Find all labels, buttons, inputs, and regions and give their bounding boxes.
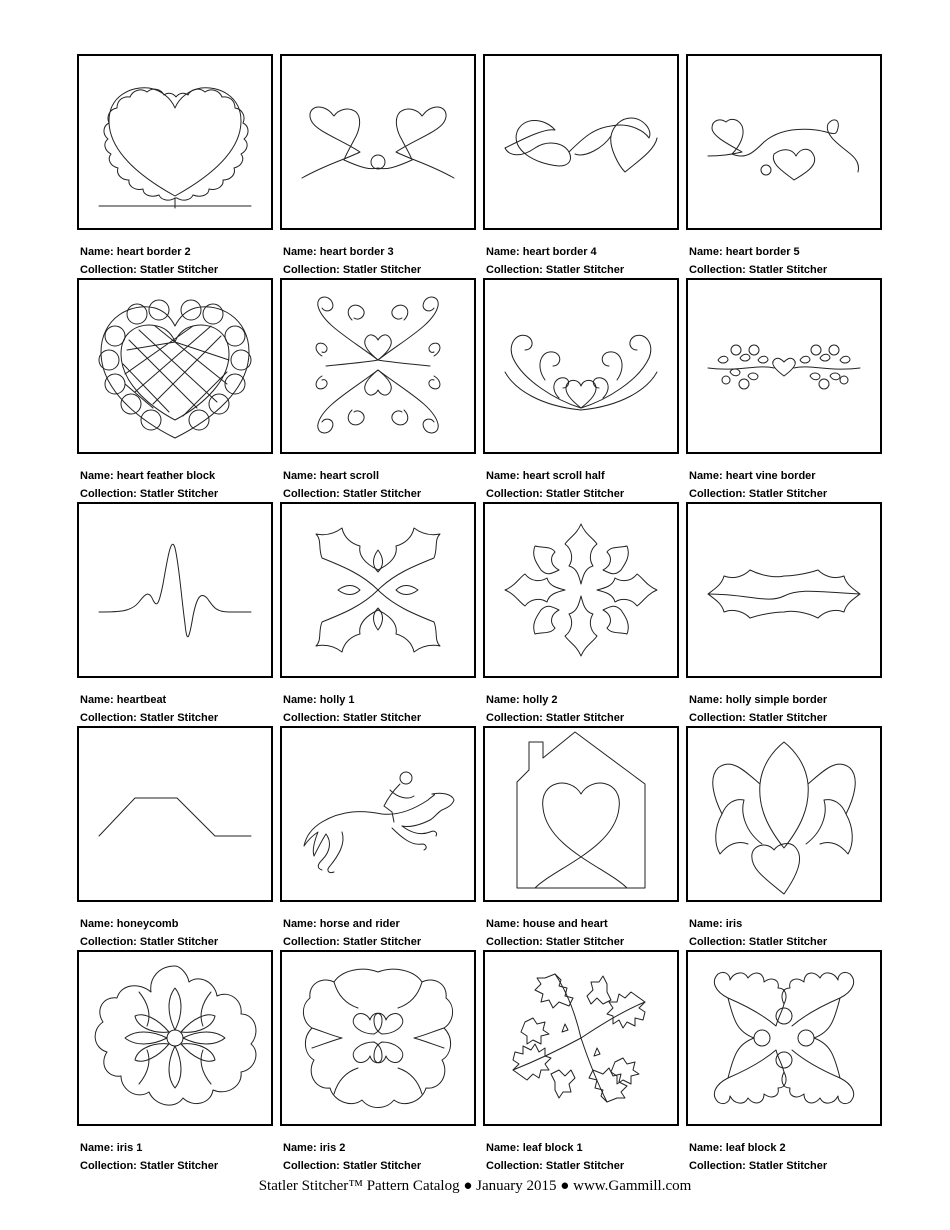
pattern-thumbnail[interactable] — [280, 278, 476, 454]
pattern-name: heart vine border — [725, 470, 816, 482]
pattern-thumbnail[interactable] — [483, 278, 679, 454]
pattern-thumbnail[interactable] — [77, 278, 273, 454]
pattern-card — [686, 502, 882, 726]
horse-and-rider-drawing — [282, 728, 474, 900]
pattern-caption: Name: heartbeat Collection: Statler Stitcher — [80, 694, 219, 724]
pattern-card — [77, 502, 273, 726]
pattern-row — [77, 278, 882, 502]
pattern-name: heartbeat — [116, 694, 167, 706]
pattern-collection: Statler Stitcher — [545, 263, 625, 276]
pattern-collection: Statler Stitcher — [748, 1159, 828, 1172]
leaf-block-1-drawing — [485, 952, 677, 1124]
pattern-name: horse and rider — [319, 918, 400, 930]
pattern-card — [483, 950, 679, 1174]
pattern-name: holly 1 — [319, 694, 355, 706]
pattern-card — [483, 278, 679, 502]
pattern-card — [280, 950, 476, 1174]
pattern-caption: Name: heart vine border Collection: Statler Stitcher — [689, 470, 828, 500]
heartbeat-drawing — [79, 504, 271, 676]
pattern-collection: Statler Stitcher — [139, 935, 219, 948]
pattern-row — [77, 54, 882, 278]
holly-simple-border-drawing — [688, 504, 880, 676]
pattern-thumbnail[interactable] — [483, 726, 679, 902]
pattern-collection: Statler Stitcher — [342, 711, 422, 724]
pattern-caption: Name: holly simple border Collection: Statler Stitcher — [689, 694, 828, 724]
heart-border-3-drawing — [282, 56, 474, 228]
honeycomb-drawing — [79, 728, 271, 900]
heart-border-4-drawing — [485, 56, 677, 228]
pattern-collection: Statler Stitcher — [545, 935, 625, 948]
pattern-row — [77, 726, 882, 950]
pattern-name: heart scroll — [319, 470, 380, 482]
pattern-name: leaf block 2 — [725, 1142, 786, 1154]
pattern-caption: Name: heart scroll half Collection: Statler Stitcher — [486, 470, 625, 500]
pattern-thumbnail[interactable] — [483, 54, 679, 230]
pattern-card — [280, 54, 476, 278]
pattern-collection: Statler Stitcher — [342, 1159, 422, 1172]
pattern-collection: Statler Stitcher — [748, 487, 828, 500]
pattern-collection: Statler Stitcher — [139, 487, 219, 500]
iris-drawing — [688, 728, 880, 900]
pattern-row — [77, 502, 882, 726]
pattern-caption: Name: heart border 3 Collection: Statler Stitcher — [283, 246, 422, 276]
pattern-grid — [77, 54, 882, 1184]
pattern-caption: Name: heart border 5 Collection: Statler Stitcher — [689, 246, 828, 276]
pattern-card — [686, 278, 882, 502]
pattern-name: heart border 2 — [116, 246, 191, 258]
pattern-name: iris 2 — [319, 1142, 346, 1154]
pattern-caption: Name: leaf block 1 Collection: Statler Stitcher — [486, 1142, 625, 1172]
pattern-name: house and heart — [522, 918, 608, 930]
pattern-thumbnail[interactable] — [483, 950, 679, 1126]
pattern-card — [483, 54, 679, 278]
pattern-thumbnail[interactable] — [280, 726, 476, 902]
pattern-card — [280, 278, 476, 502]
heart-border-5-drawing — [688, 56, 880, 228]
pattern-thumbnail[interactable] — [686, 278, 882, 454]
pattern-collection: Statler Stitcher — [748, 263, 828, 276]
holly-1-drawing — [282, 504, 474, 676]
pattern-collection: Statler Stitcher — [139, 1159, 219, 1172]
pattern-collection: Statler Stitcher — [545, 1159, 625, 1172]
pattern-name: holly 2 — [522, 694, 558, 706]
pattern-card — [686, 54, 882, 278]
pattern-caption: Name: iris 1 Collection: Statler Stitcher — [80, 1142, 219, 1172]
pattern-thumbnail[interactable] — [483, 502, 679, 678]
pattern-name: honeycomb — [116, 918, 179, 930]
pattern-card — [77, 726, 273, 950]
pattern-collection: Statler Stitcher — [748, 935, 828, 948]
pattern-collection: Statler Stitcher — [748, 711, 828, 724]
pattern-collection: Statler Stitcher — [545, 487, 625, 500]
iris-2-drawing — [282, 952, 474, 1124]
pattern-caption: Name: holly 1 Collection: Statler Stitcher — [283, 694, 422, 724]
pattern-card — [280, 726, 476, 950]
pattern-card — [686, 726, 882, 950]
pattern-name: heart border 3 — [319, 246, 394, 258]
pattern-name: leaf block 1 — [522, 1142, 583, 1154]
pattern-thumbnail[interactable] — [280, 502, 476, 678]
pattern-caption: Name: house and heart Collection: Statler Stitcher — [486, 918, 625, 948]
heart-scroll-drawing — [282, 280, 474, 452]
heart-border-2-drawing — [79, 56, 271, 228]
pattern-caption: Name: heart feather block Collection: Statler Stitcher — [80, 470, 219, 500]
pattern-card — [77, 950, 273, 1174]
pattern-caption: Name: horse and rider Collection: Statler Stitcher — [283, 918, 422, 948]
heart-scroll-half-drawing — [485, 280, 677, 452]
pattern-thumbnail[interactable] — [280, 950, 476, 1126]
pattern-caption: Name: iris 2 Collection: Statler Stitcher — [283, 1142, 422, 1172]
pattern-name: heart border 5 — [725, 246, 800, 258]
pattern-thumbnail[interactable] — [686, 726, 882, 902]
pattern-thumbnail[interactable] — [77, 54, 273, 230]
pattern-card — [280, 502, 476, 726]
holly-2-drawing — [485, 504, 677, 676]
pattern-name: iris — [725, 918, 743, 930]
pattern-card — [483, 726, 679, 950]
pattern-caption: Name: honeycomb Collection: Statler Stitcher — [80, 918, 219, 948]
heart-feather-block-drawing — [79, 280, 271, 452]
pattern-name: iris 1 — [116, 1142, 143, 1154]
pattern-thumbnail[interactable] — [77, 502, 273, 678]
pattern-name: heart feather block — [116, 470, 216, 482]
iris-1-drawing — [79, 952, 271, 1124]
pattern-thumbnail[interactable] — [686, 54, 882, 230]
pattern-caption: Name: heart border 2 Collection: Statler Stitcher — [80, 246, 219, 276]
pattern-thumbnail[interactable] — [280, 54, 476, 230]
pattern-name: heart scroll half — [522, 470, 605, 482]
house-and-heart-drawing — [485, 728, 677, 900]
pattern-card — [483, 502, 679, 726]
pattern-caption: Name: iris Collection: Statler Stitcher — [689, 918, 828, 948]
pattern-thumbnail[interactable] — [77, 950, 273, 1126]
pattern-thumbnail[interactable] — [686, 502, 882, 678]
pattern-collection: Statler Stitcher — [139, 263, 219, 276]
heart-vine-border-drawing — [688, 280, 880, 452]
pattern-caption: Name: heart scroll Collection: Statler Stitcher — [283, 470, 422, 500]
pattern-collection: Statler Stitcher — [139, 711, 219, 724]
pattern-caption: Name: leaf block 2 Collection: Statler Stitcher — [689, 1142, 828, 1172]
pattern-card — [77, 54, 273, 278]
pattern-card — [686, 950, 882, 1174]
pattern-thumbnail[interactable] — [77, 726, 273, 902]
pattern-card — [77, 278, 273, 502]
pattern-name: heart border 4 — [522, 246, 597, 258]
leaf-block-2-drawing — [688, 952, 880, 1124]
pattern-caption: Name: heart border 4 Collection: Statler Stitcher — [486, 246, 625, 276]
pattern-collection: Statler Stitcher — [545, 711, 625, 724]
pattern-collection: Statler Stitcher — [342, 935, 422, 948]
catalog-footer: Statler Stitcher™ Pattern Catalog ● January 2015 ● www.Gammill.com — [258, 1178, 692, 1194]
pattern-name: holly simple border — [725, 694, 828, 706]
pattern-collection: Statler Stitcher — [342, 487, 422, 500]
pattern-thumbnail[interactable] — [686, 950, 882, 1126]
pattern-row — [77, 950, 882, 1174]
pattern-caption: Name: holly 2 Collection: Statler Stitcher — [486, 694, 625, 724]
pattern-collection: Statler Stitcher — [342, 263, 422, 276]
